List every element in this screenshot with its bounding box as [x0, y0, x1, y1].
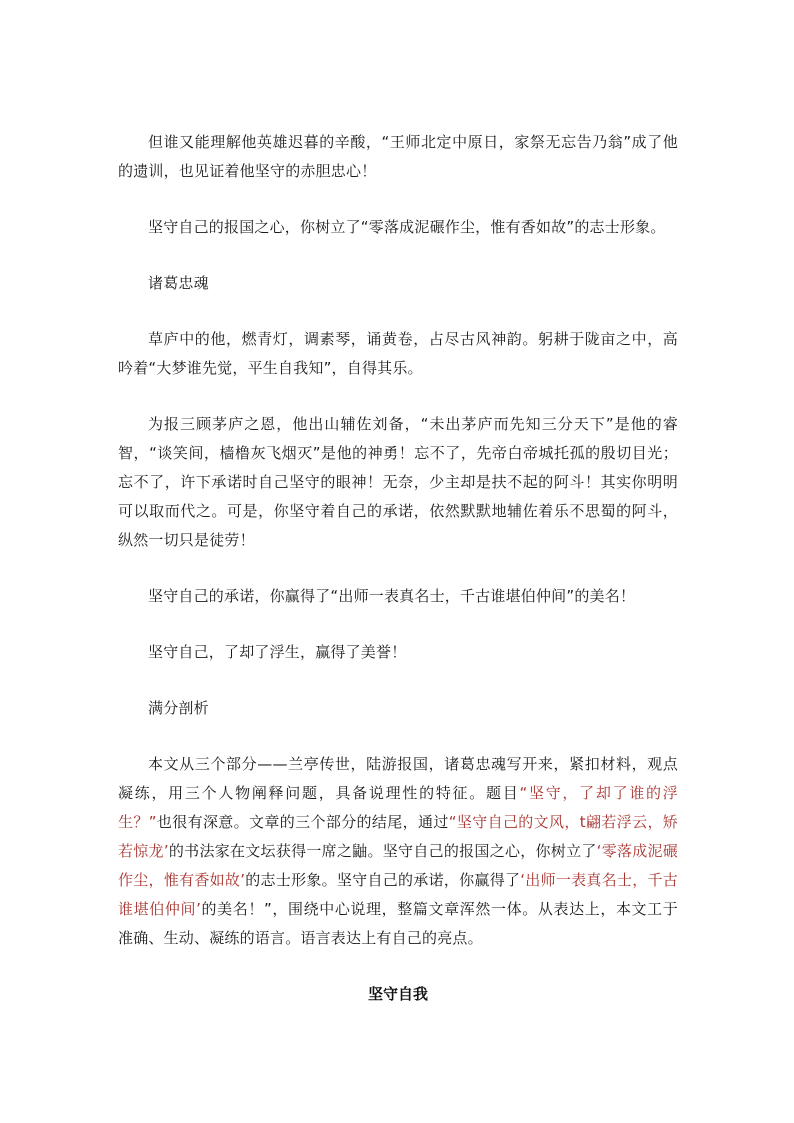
next-essay-title: 坚守自我 — [367, 985, 428, 1003]
paragraph-lu-you-conclusion: 坚守自己的报国之心，你树立了“零落成泥碾作尘，惟有香如故”的志士形象。 — [148, 218, 666, 236]
paragraph-essay-conclusion: 坚守自己，了却了浮生，赢得了美誉！ — [148, 643, 407, 661]
analysis-quote-patriot: ‘零落成泥碾作尘，惟有香如故’ — [118, 842, 679, 889]
analysis-text-3: 的书法家在文坛获得一席之鼬。坚守自己的报国之心，你树立了 — [168, 842, 597, 860]
document-body — [118, 128, 678, 1009]
paragraph-zhuge-caolu: 草庐中的他，燃青灯，调素琴，诵黄卷，占尽古风神韵。躬耕于陇亩之中，高吟着“大梦谁先觉，平生自我知”，自得其乐。 — [118, 330, 678, 377]
analysis-text-4: 的志士形象。坚守自己的承诺，你赢得了 — [245, 871, 521, 889]
section-heading-analysis: 满分剖析 — [148, 699, 209, 717]
paragraph-zhuge-conclusion: 坚守自己的承诺，你赢得了“出师一表真名士，千古谁堪伯仲间”的美名！ — [148, 587, 636, 605]
analysis-text-5: 的美名！”，围绕中心说理，整篇文章浑然一体。从表达上，本文工于准确、生动、凝练的语言。语言表达上有自己的亮点。 — [118, 900, 678, 947]
analysis-quote-calligraphy: “坚守自己的文风，t翩若浮云，矫若惊龙’ — [118, 813, 679, 860]
paragraph-lu-you-legacy: 但谁又能理解他英雄迟暮的辛酸，“王师北定中原日，家祭无忘告乃翁”成了他的遗训，也见证着他坚守的赤胆忠心！ — [118, 133, 678, 180]
analysis-quote-title: “坚守，了却了谁的浮生？” — [118, 784, 678, 831]
analysis-text-2: 也很有深意。文章的三个部分的结尾，通过 — [156, 813, 449, 831]
section-heading-zhuge: 诸葛忠魂 — [148, 274, 209, 292]
paragraph-analysis — [118, 750, 678, 953]
analysis-text-1: 本文从三个部分——兰亭传世，陆游报国，诸葛忠魂写开来，紧扣材料，观点凝练，用三个人物阐释问题，具备说理性的特征。题目 — [118, 755, 678, 802]
paragraph-zhuge-promise: 为报三顾茅庐之恩，他出山辅佐刘备，“未出茅庐而先知三分天下”是他的睿智，“谈笑间，樯橹灰飞烟灭”是他的神勇！忘不了，先帝白帝城托孤的殷切目光；忘不了，许下承诺时自己坚守的眼神！无奈，少主却是扶不起的阿斗！其实你明明可以取而代之。可是，你坚守着自己的承诺，依然默默地辅佐着乐不思蜀的阿斗，纵然一切只是徒劳！ — [118, 415, 678, 549]
analysis-quote-zhuge: ‘出师一表真名士，千古谁堪伯仲间’ — [118, 871, 678, 918]
